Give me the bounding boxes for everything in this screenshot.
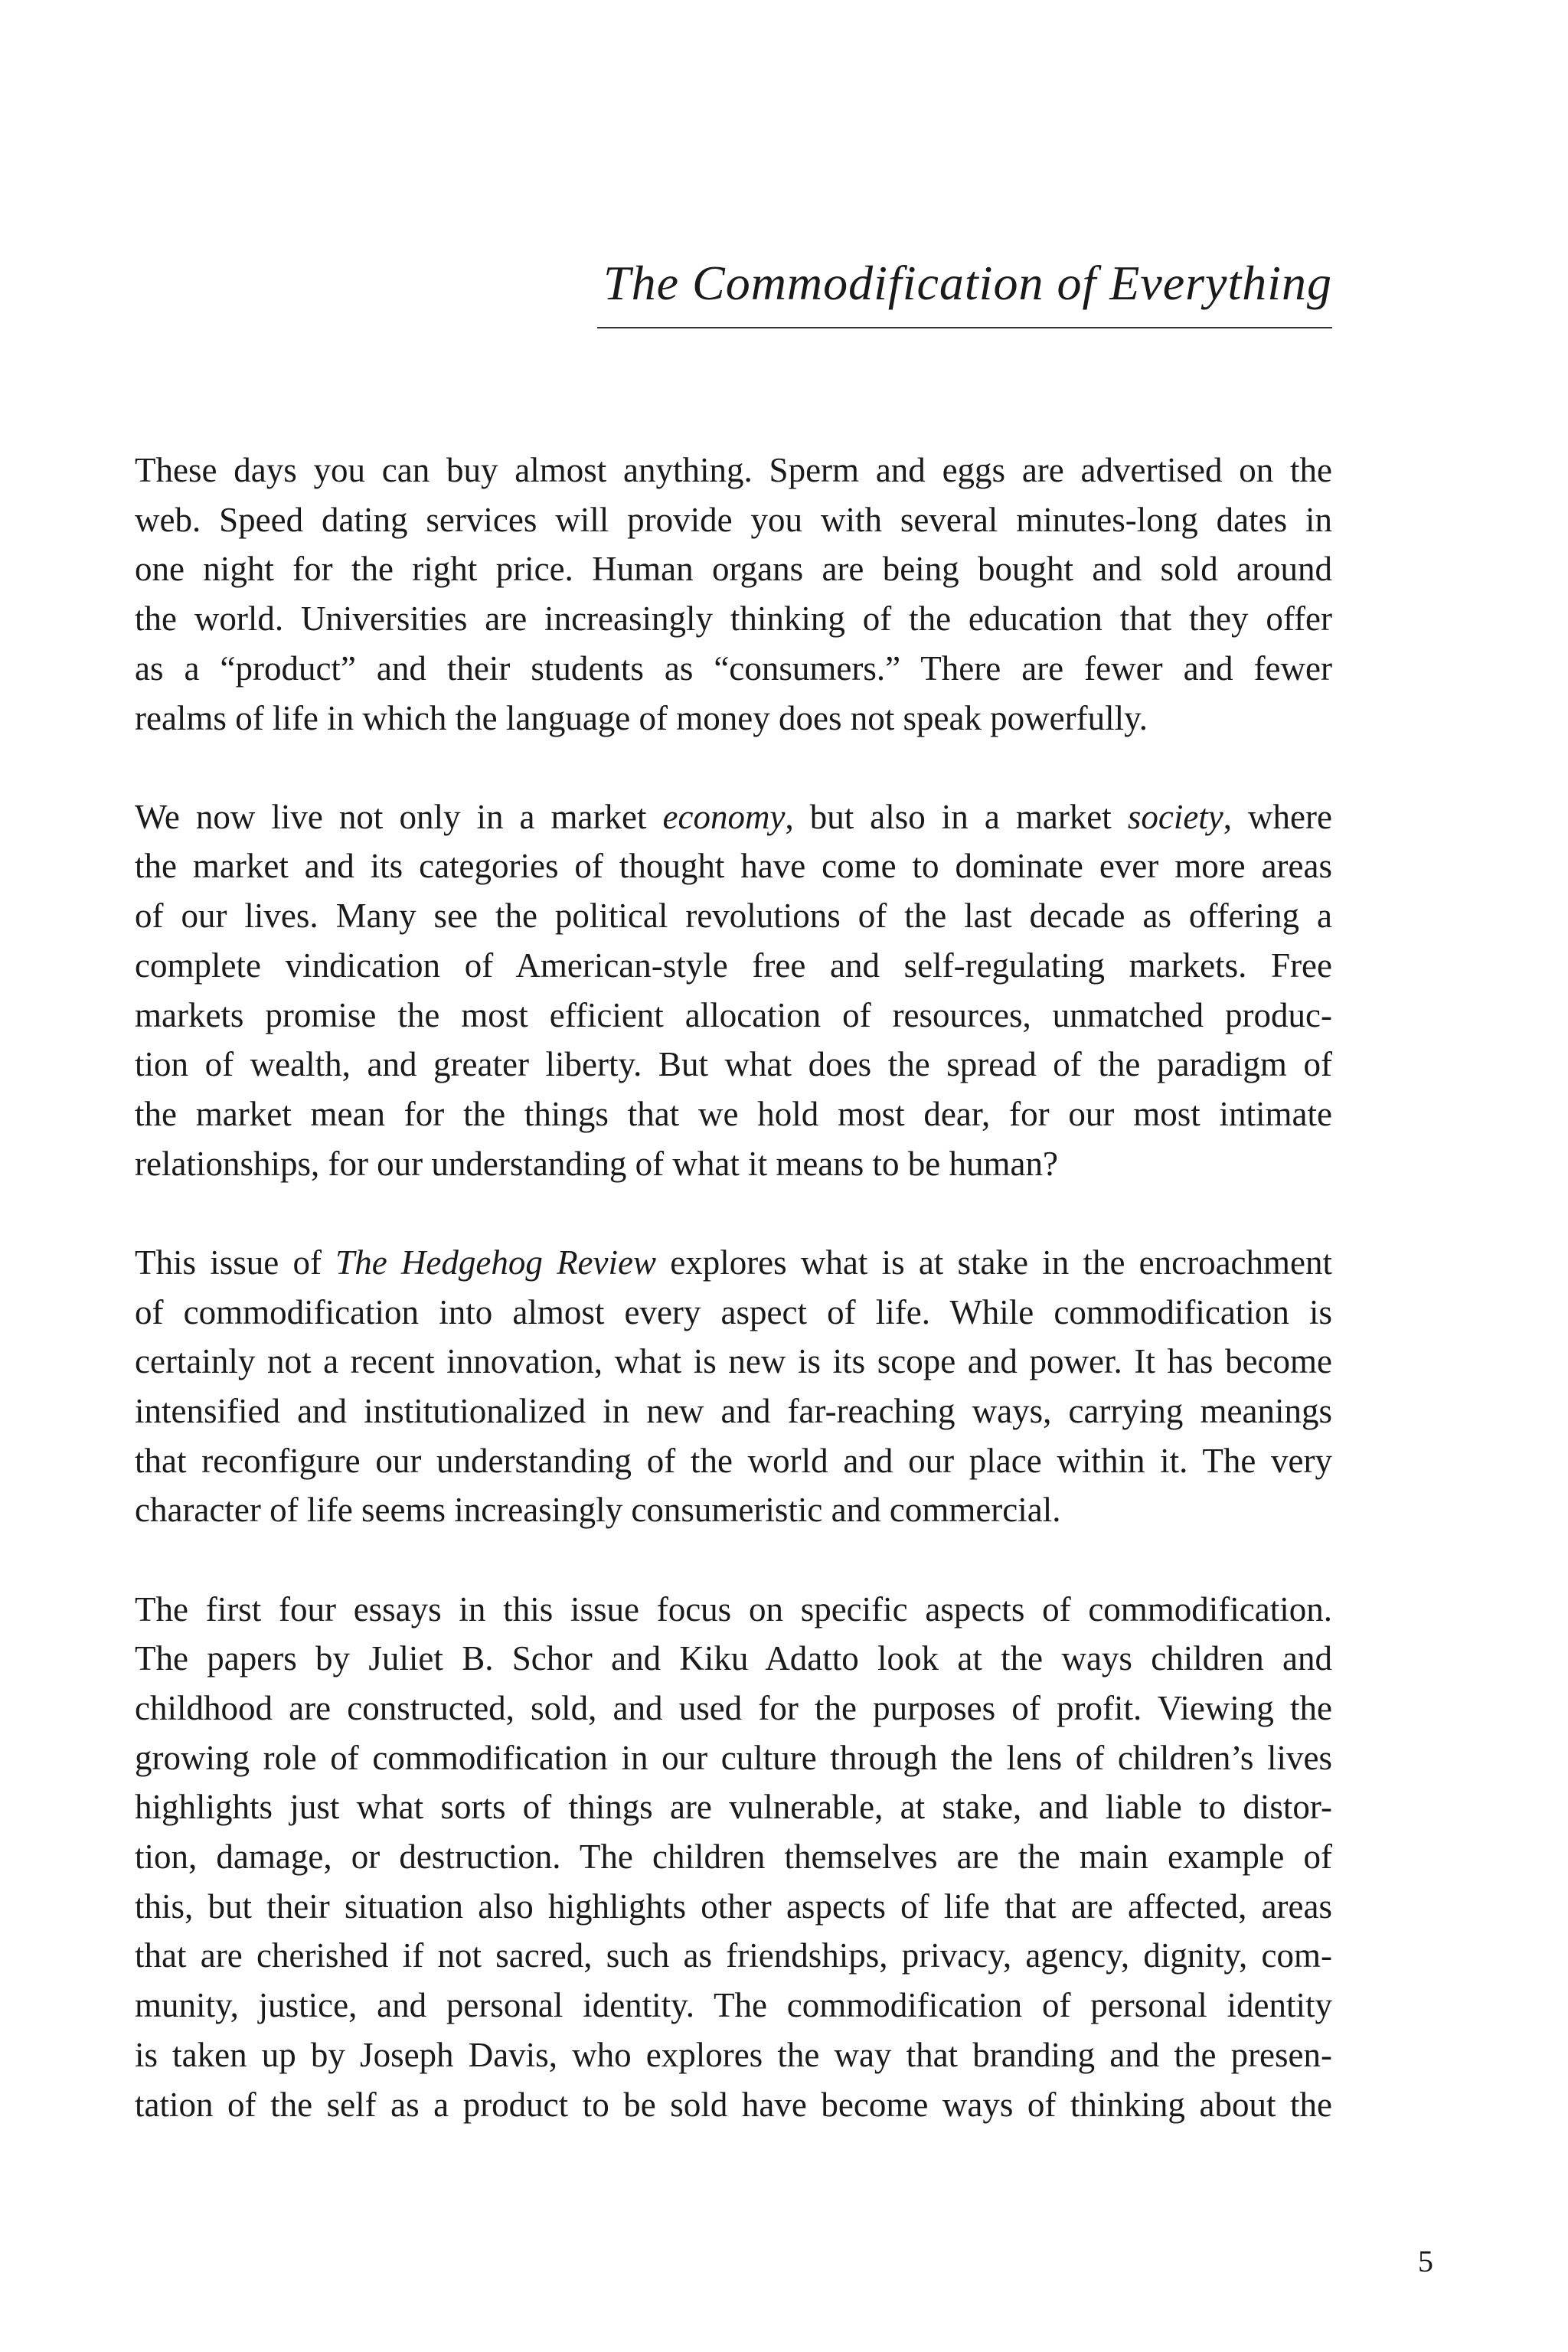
text-line bbox=[135, 1238, 1332, 1288]
body-text bbox=[135, 446, 1332, 2129]
text-segment: explores what is at stake in the encroachment bbox=[656, 1243, 1332, 1282]
text-line: that are cherished if not sacred, such as friendships, privacy, agency, dignity, com- bbox=[135, 1936, 1332, 1975]
italic-text: society bbox=[1127, 797, 1223, 836]
text-segment: , where bbox=[1223, 797, 1332, 836]
text-line: The first four essays in this issue focus on specific aspects of commodification. bbox=[135, 1589, 1332, 1628]
text-line: one night for the right price. Human organs are being bought and sold around bbox=[135, 550, 1332, 589]
text-line: relationships, for our understanding of what it means to be human? bbox=[135, 1144, 1058, 1183]
text-line: tation of the self as a product to be sold have become ways of thinking about the bbox=[135, 2085, 1332, 2124]
paragraph bbox=[135, 446, 1332, 743]
text-line: the world. Universities are increasingly thinking of the education that they offer bbox=[135, 599, 1332, 639]
text-line: web. Speed dating services will provide you with several minutes-long dates in bbox=[135, 500, 1332, 539]
text-line: this, but their situation also highlights other aspects of life that are affected, areas bbox=[135, 1886, 1332, 1926]
text-line: the market and its categories of thought have come to dominate ever more areas bbox=[135, 847, 1332, 886]
text-line bbox=[135, 792, 1332, 842]
text-line: intensified and institutionalized in new and far-reaching ways, carrying meanings bbox=[135, 1391, 1332, 1430]
italic-text: The Hedgehog Review bbox=[335, 1243, 656, 1282]
text-segment: This issue of bbox=[135, 1243, 336, 1282]
text-line: of commodification into almost every aspect of life. While commodification is bbox=[135, 1292, 1332, 1331]
text-segment: We now live not only in a market bbox=[135, 797, 663, 836]
text-line: tion, damage, or destruction. The children themselves are the main example of bbox=[135, 1838, 1332, 1877]
running-title: The Commodification of Everything bbox=[603, 256, 1332, 310]
text-line: of our lives. Many see the political revolutions of the last decade as offering a bbox=[135, 897, 1332, 936]
text-line: realms of life in which the language of money does not speak powerfully. bbox=[135, 698, 1148, 737]
text-line: complete vindication of American-style free and self-regulating markets. Free bbox=[135, 946, 1332, 985]
text-line: These days you can buy almost anything. Sperm and eggs are advertised on the bbox=[135, 451, 1332, 489]
paragraph bbox=[135, 1238, 1332, 1535]
text-line: is taken up by Joseph Davis, who explores the way that branding and the presen- bbox=[135, 2035, 1332, 2074]
paragraph bbox=[135, 792, 1332, 1189]
text-line: The papers by Juliet B. Schor and Kiku Adatto look at the ways children and bbox=[135, 1639, 1332, 1678]
paragraph bbox=[135, 1585, 1332, 2130]
text-segment: , but also in a market bbox=[785, 797, 1128, 836]
text-line: tion of wealth, and greater liberty. But what does the spread of the paradigm of bbox=[135, 1045, 1332, 1084]
italic-text: economy bbox=[662, 797, 786, 836]
text-line: growing role of commodification in our culture through the lens of children’s lives bbox=[135, 1738, 1332, 1777]
text-line: highlights just what sorts of things are vulnerable, at stake, and liable to distor- bbox=[135, 1788, 1332, 1827]
text-line: character of life seems increasingly consumeristic and commercial. bbox=[135, 1491, 1061, 1530]
text-line: childhood are constructed, sold, and used for the purposes of profit. Viewing the bbox=[135, 1688, 1332, 1727]
text-line: as a “product” and their students as “consumers.” There are fewer and fewer bbox=[135, 648, 1332, 688]
text-line: markets promise the most efficient allocation of resources, unmatched produc- bbox=[135, 995, 1332, 1034]
text-line: the market mean for the things that we hold most dear, for our most intimate bbox=[135, 1094, 1332, 1133]
page-number: 5 bbox=[1418, 2244, 1433, 2278]
title-rule bbox=[597, 327, 1332, 328]
text-line: that reconfigure our understanding of the world and our place within it. The very bbox=[135, 1441, 1332, 1480]
text-line: certainly not a recent innovation, what is new is its scope and power. It has become bbox=[135, 1342, 1332, 1381]
text-line: munity, justice, and personal identity. The commodification of personal identity bbox=[135, 1986, 1332, 2025]
